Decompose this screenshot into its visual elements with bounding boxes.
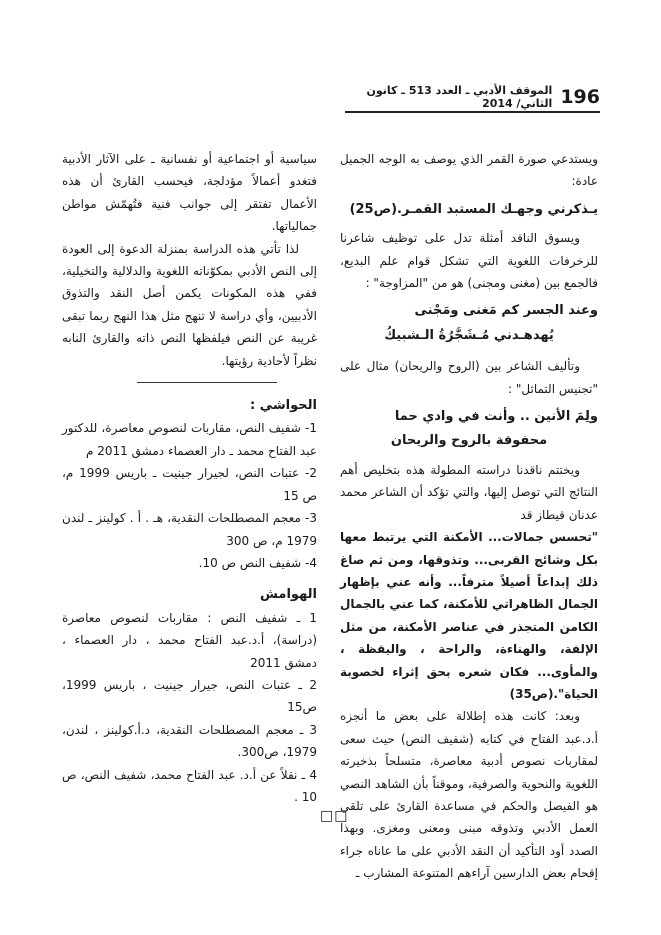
verse-line: يُهدهـدني مُـشَجَّرُةُ الـشبيكُ <box>384 327 554 343</box>
list-item: 4 ـ نقلاً عن أ.د. عبد الفتاح محمد، شفيف النص، ص 10 . <box>62 767 317 804</box>
quoted-bold-text: "تحسس جمالات... الأمكنة التي يرتبط معها بكل وشائج القربى... وتذوقها، ومن ثم صاغ ذلك إبداعاً أصيلاً مترفاً... وأنه عني بإظهار الجمال الظاهراتي للأمكنة، كما عني بالجمال الكامن المتجذر في عناصر الأمكنة، من مثل الإلفة، والهناءة، والراحة ، واليقظة ، والمأوى... فكان شعره بحق إثراء لخصوبة الحياة".(ص35) <box>340 530 598 701</box>
paragraph: وتأليف الشاعر بين (الروح والريحان) مثال على "تجنيس التماثل" : <box>340 359 598 396</box>
left-column <box>62 148 317 808</box>
page-number: 196 <box>560 86 600 108</box>
list-item: 4- شفيف النص ص 10. <box>198 555 317 570</box>
paragraph: ويسوق الناقد أمثلة تدل على توظيف شاعرنا للزخرفات اللغوية التي تشكل قوام علم البديع، فالجمع بين (مغنى ومجنى) هو من "المزاوجة" : <box>340 231 598 291</box>
verse-line: ولِمَ الأنين .. وأنت في وادي حما <box>394 409 598 425</box>
paragraph: لذا تأتي هذه الدراسة بمنزلة الدعوة إلى العودة إلى النص الأدبي بمكوّناته اللغوية والدلالية والتخيلية، ففي هذه المكونات يكمن أصل النقد والتذوق الأدبيين، وأي دراسة لا تنهج مثل هذا النهج ربما تبقى غريبة عن النص فيلفظها النص ذاته والقارئ النابه نظراً لأحادية رؤيتها. <box>62 241 317 368</box>
page-header <box>360 84 600 110</box>
separator-rule <box>137 382 277 383</box>
margins-title: الهوامش <box>260 587 317 603</box>
paragraph: سياسية أو اجتماعية أو نفسانية ـ على الآثار الأدبية فتغدو أعمالاً مؤدلجة، فيحسب القارئ أن هذه الأعمال تفتقر إلى جوانب فنية فتُهمّش مواطن جمالياتها. <box>62 152 317 234</box>
paragraph: وبعد: كانت هذه إطلالة على بعض ما أنجزه أ.د.عبد الفتاح في كتابه (شفيف النص) حيث سعى لمقاربات نصوص أدبية معاصرة، متسلحاً بذخيرته اللغوية والنحوية والصرفية، وموقناً بأن الشاهد النصي هو الفيصل والحكم في مساعدة القارئ على تلقي العمل الأدبي وتذوقه مبنى ومعنى ومغزى. وبهذا الصدد أود التأكيد أن النقد الأدبي على ما عاناه جراء إقحام بعض الدارسين آراءهم المتنوعة المشارب ـ <box>340 709 598 881</box>
verse-line: محفوفة بالروح والريحان <box>390 433 548 449</box>
end-mark: □□ <box>320 808 349 824</box>
list-item: 2 ـ عتبات النص، جيرار جينيت ، باريس 1999، ص15 <box>62 677 317 715</box>
notes-title: الحواشي : <box>250 398 317 414</box>
list-item: 3 ـ معجم المصطلحات النقدية، د.أ.كولينز ، لندن، 1979، ص300. <box>62 722 317 760</box>
paragraph: ويستدعي صورة القمر الذي يوصف به الوجه الجميل عادة: <box>340 152 598 189</box>
right-column <box>340 148 598 885</box>
notes-list <box>62 417 317 574</box>
verse-line: يـذكرني وجهـك المستبد القمـر.(ص25) <box>349 201 598 217</box>
list-item: 3- معجم المصطلحات النقدية، هـ . أ . كولينز ـ لندن 1979 م، ص 300 <box>62 511 317 548</box>
paragraph: ويختتم ناقدنا دراسته المطولة هذه بتخليص أهم النتائج التي توصل إليها، والتي تؤكد أن الشاعر محمد عدنان قيطاز قد <box>340 462 598 522</box>
list-item: 1- شفيف النص، مقاربات لنصوص معاصرة، للدكتور عبد الفتاح محمد ـ دار العصماء دمشق 2011 م <box>62 421 317 458</box>
margins-list <box>62 607 317 809</box>
header-rule <box>345 111 600 113</box>
list-item: 1 ـ شفيف النص : مقاربات لنصوص معاصرة (دراسة)، أ.د.عبد الفتاح محمد ، دار العصماء ، دمشق 2011 <box>62 610 317 670</box>
list-item: 2- عتبات النص، لجيرار جينيت ـ باريس 1999 م، ص 15 <box>62 466 318 503</box>
verse-line: وعند الجسر كم مَغنى ومَجْنى <box>414 303 598 319</box>
journal-title: الموقف الأدبي ـ العدد 513 ـ كانون الثاني/ 2014 <box>366 84 553 110</box>
